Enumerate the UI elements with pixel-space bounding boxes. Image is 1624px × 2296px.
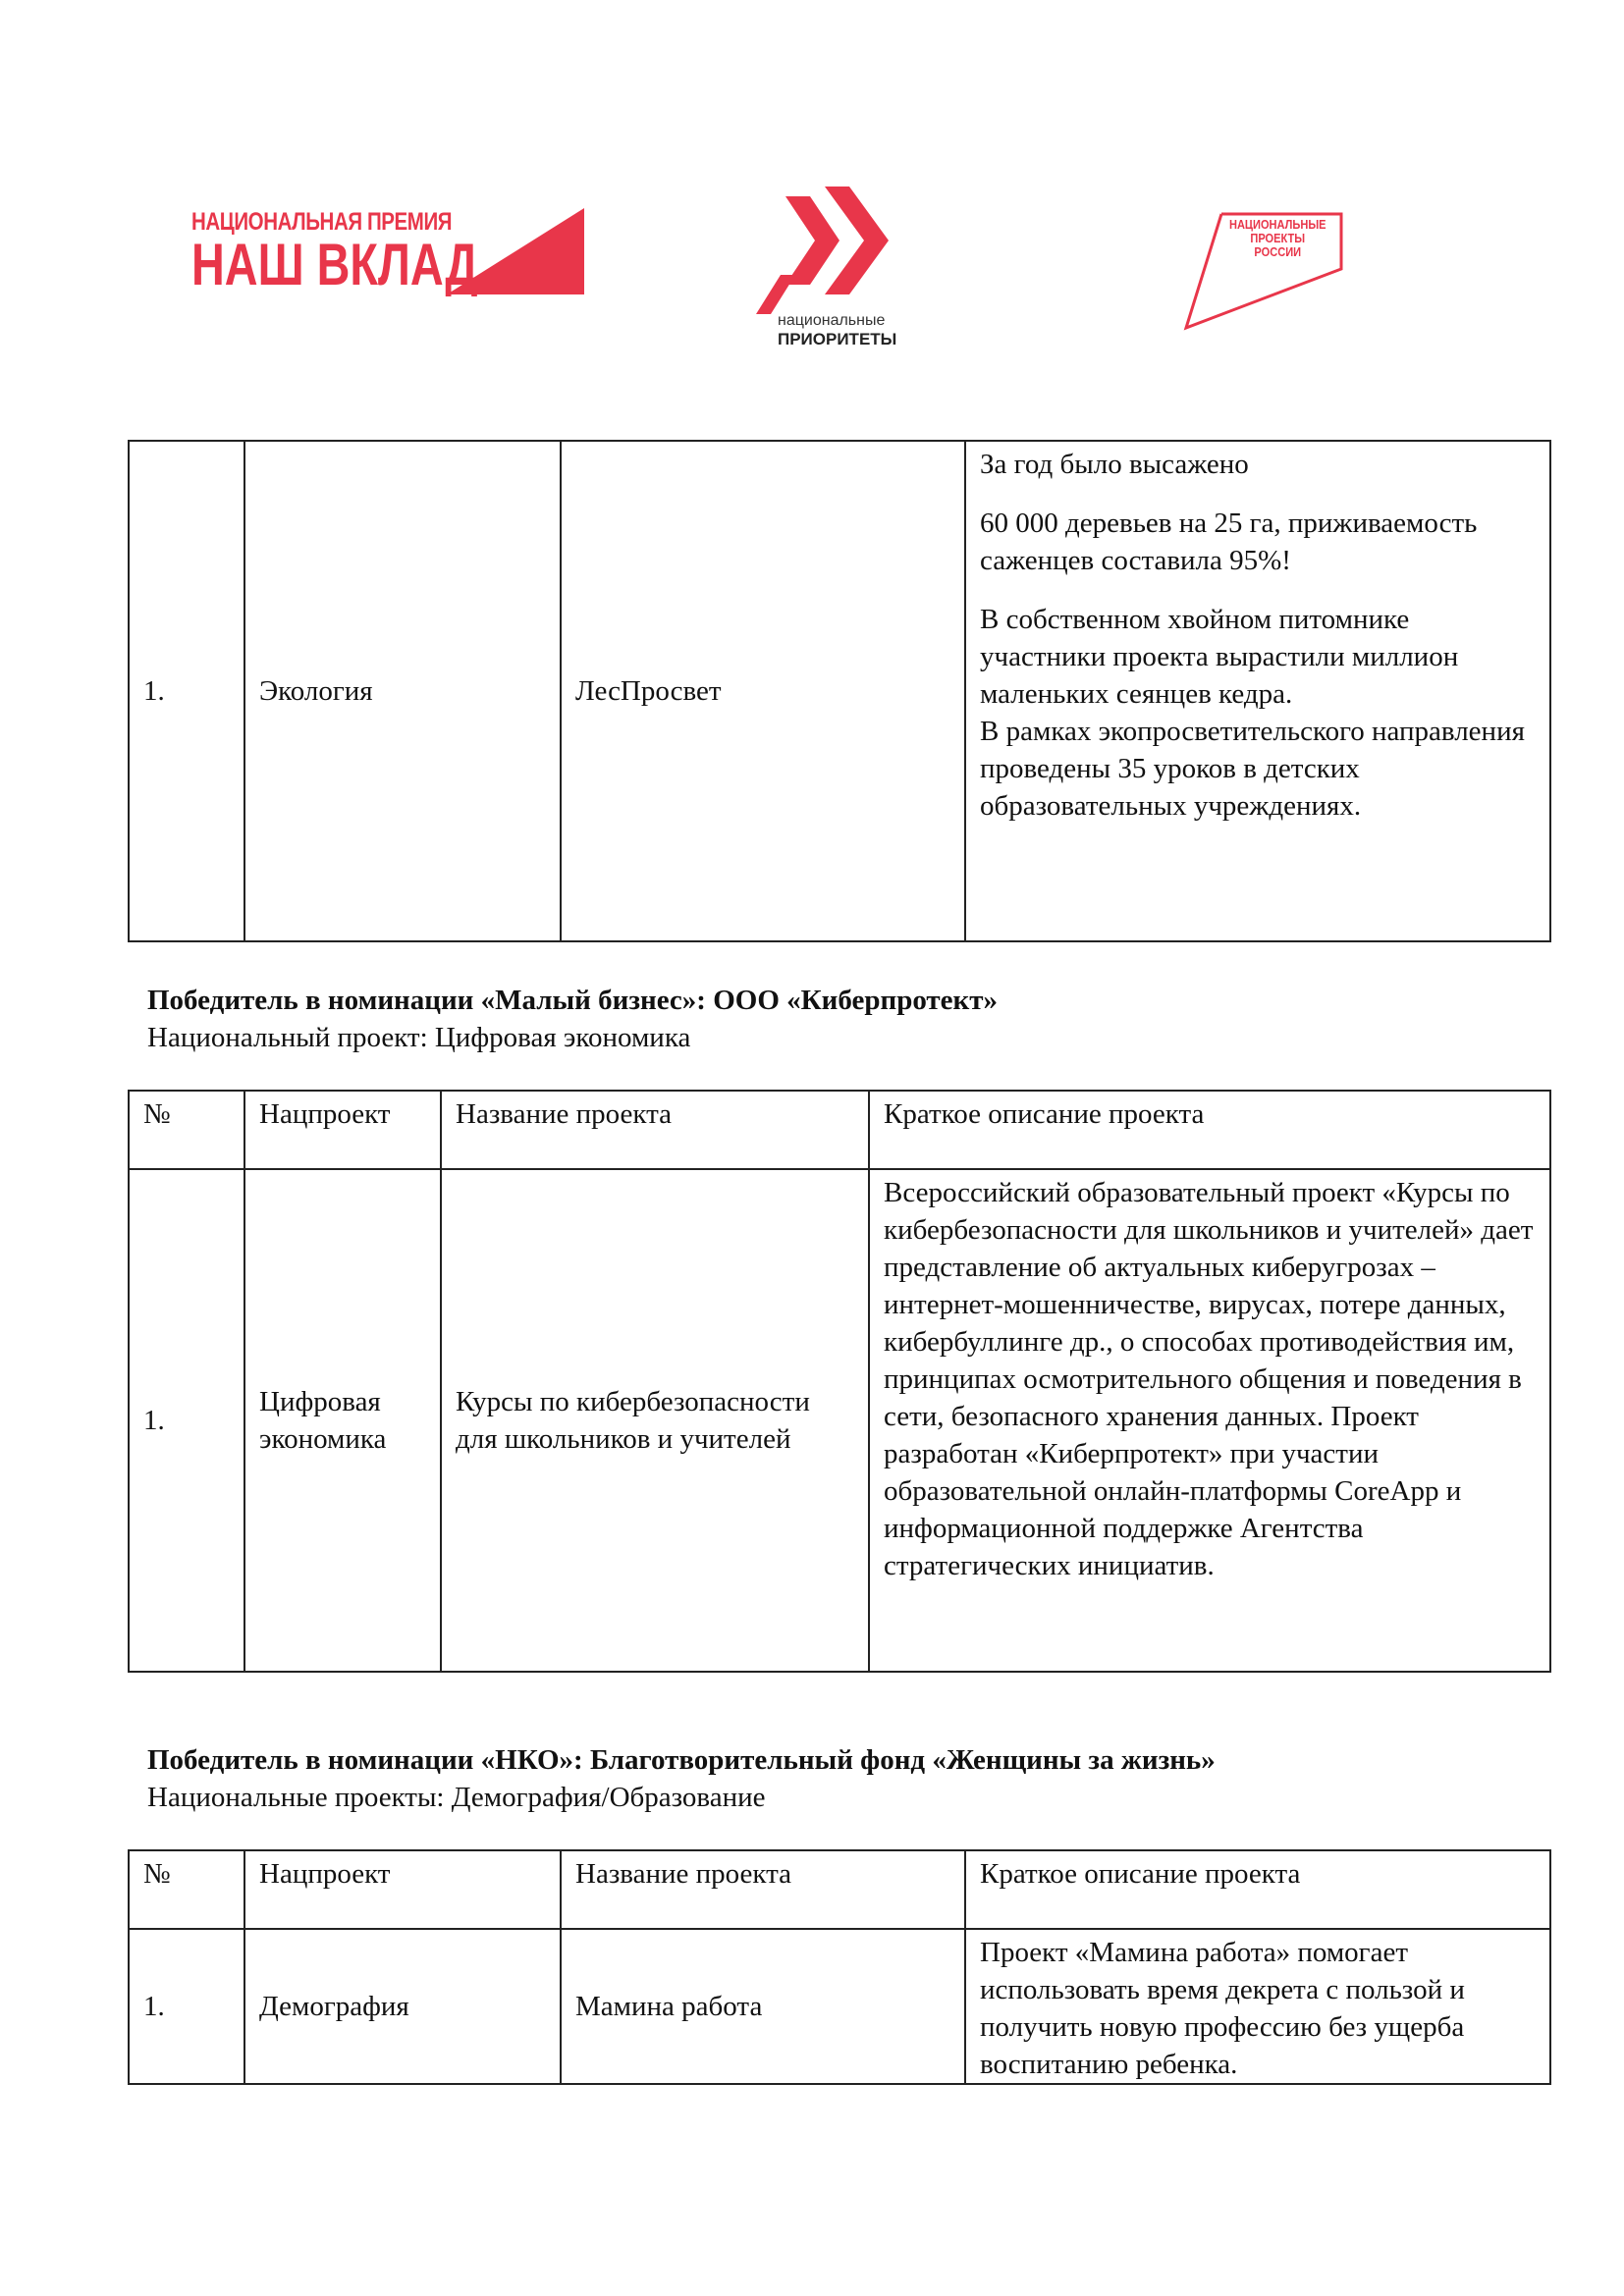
header-project-name: Название проекта (441, 1091, 869, 1169)
national-priorities-logo (746, 187, 923, 353)
row-description: Всероссийский образовательный проект «Курсы по кибербезопасности для школьников и учителей» дает представление об актуальных киберугрозах – интернет-мошенничестве, вирусах, потере данных, кибербуллинге др., о способах противодействия им, принципах осмотрительного общения и поведения в сети, безопасного хранения данных. Проект разработан «Киберпротект» при участии образовательной онлайн-платформы CoreApp и информационной поддержке Агентства стратегических инициатив. (869, 1169, 1550, 1672)
row-natproject: Экология (244, 441, 561, 941)
table-header-row (129, 1850, 1550, 1929)
np-logo-line3: РОССИИ (1254, 244, 1302, 259)
row-number: 1. (129, 1929, 244, 2084)
priorities-chevrons-icon (756, 187, 903, 314)
premia-logo-line2: НАШ ВКЛАД (191, 232, 478, 297)
row-natproject: Демография (244, 1929, 561, 2084)
row-description: Проект «Мамина работа» помогает использовать время декрета с пользой и получить новую профессию без ущерба воспитанию ребенка. (965, 1929, 1550, 2084)
header-number: № (129, 1850, 244, 1929)
table-ecology (128, 440, 1551, 942)
priorities-logo-line2: ПРИОРИТЕТЫ (778, 330, 897, 348)
header-description: Краткое описание проекта (869, 1091, 1550, 1169)
national-project-line: Национальный проект: Цифровая экономика (147, 1022, 691, 1053)
nomination-small-business (147, 982, 1522, 1056)
nash-vklad-logo (191, 204, 584, 302)
row-project-name: Курсы по кибербезопасности для школьников и учителей (441, 1169, 869, 1672)
row-project-name: ЛесПросвет (561, 441, 965, 941)
row-description (965, 441, 1550, 941)
row-natproject: Цифровая экономика (244, 1169, 441, 1672)
row-number: 1. (129, 441, 244, 941)
header-number: № (129, 1091, 244, 1169)
row-project-name: Мамина работа (561, 1929, 965, 2084)
header-project-name: Название проекта (561, 1850, 965, 1929)
premia-logo-shape-icon (447, 208, 584, 296)
premia-logo-line1: НАЦИОНАЛЬНАЯ ПРЕМИЯ (191, 208, 453, 236)
description-paragraph: За год было высажено (980, 449, 1249, 480)
header-natproject: Нацпроект (244, 1850, 561, 1929)
logos-header (0, 0, 1624, 393)
table-row (129, 1929, 1550, 2084)
national-projects-russia-logo (1166, 210, 1353, 338)
national-project-line: Национальные проекты: Демография/Образование (147, 1782, 766, 1813)
row-number: 1. (129, 1169, 244, 1672)
nomination-nko (147, 1741, 1522, 1816)
table-row (129, 441, 1550, 941)
priorities-logo-line1: национальные (778, 312, 886, 329)
np-logo-line2: ПРОЕКТЫ (1250, 231, 1306, 245)
description-paragraph: В собственном хвойном питомнике участники проекта вырастили миллион маленьких сеянцев кедра. В рамках экопросветительского направления проведены 35 уроков в детских образовательных учреждениях. (980, 604, 1525, 822)
header-natproject: Нацпроект (244, 1091, 441, 1169)
winner-heading: Победитель в номинации «НКО»: Благотворительный фонд «Женщины за жизнь» (147, 1744, 1216, 1776)
table-small-business (128, 1090, 1551, 1673)
header-description: Краткое описание проекта (965, 1850, 1550, 1929)
winner-heading: Победитель в номинации «Малый бизнес»: ООО «Киберпротект» (147, 985, 999, 1016)
description-paragraph: 60 000 деревьев на 25 га, приживаемость саженцев составила 95%! (980, 507, 1478, 576)
table-header-row (129, 1091, 1550, 1169)
np-logo-line1: НАЦИОНАЛЬНЫЕ (1228, 217, 1326, 232)
table-nko (128, 1849, 1551, 2085)
table-row (129, 1169, 1550, 1672)
